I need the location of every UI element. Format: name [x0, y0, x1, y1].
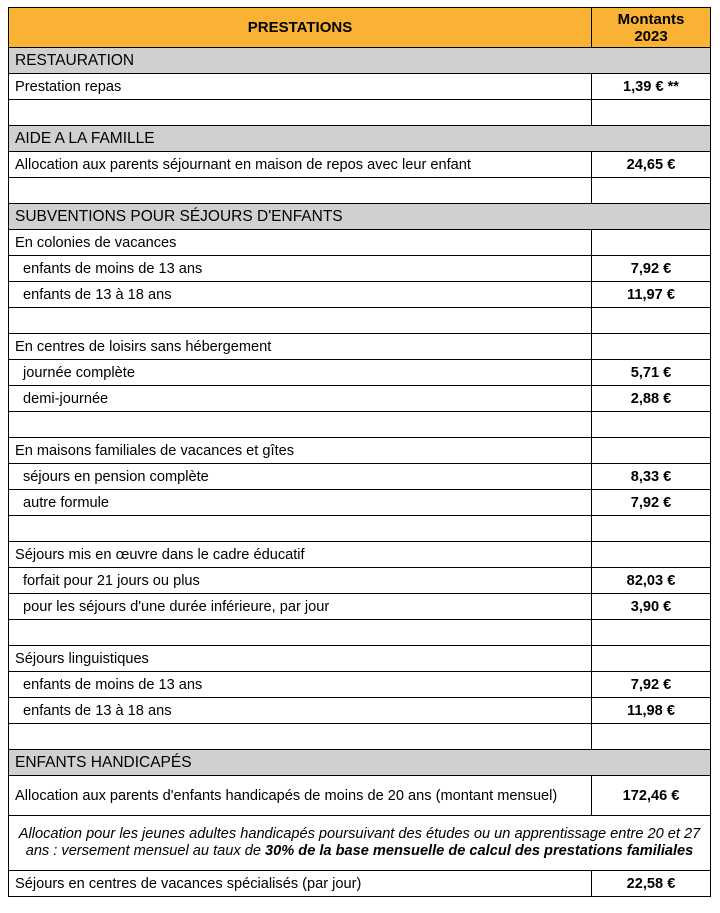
row-amount: 22,58 € — [592, 871, 711, 897]
section-title: AIDE A LA FAMILLE — [9, 126, 711, 152]
row-label: Allocation aux parents séjournant en maison de repos avec leur enfant — [9, 152, 592, 178]
table-row — [9, 464, 711, 490]
row-label: séjours en pension complète — [9, 464, 592, 490]
row-label: Prestation repas — [9, 74, 592, 100]
blank-row — [9, 724, 711, 750]
table-row — [9, 776, 711, 816]
note-text — [9, 816, 711, 871]
group-label: En colonies de vacances — [9, 230, 592, 256]
blank-row — [9, 178, 711, 204]
section-row-handicapes — [9, 750, 711, 776]
table-row — [9, 438, 711, 464]
section-row-restauration — [9, 48, 711, 74]
row-label: enfants de moins de 13 ans — [9, 672, 592, 698]
table-row — [9, 74, 711, 100]
section-row-famille — [9, 126, 711, 152]
table-row — [9, 386, 711, 412]
row-amount: 8,33 € — [592, 464, 711, 490]
table-row — [9, 490, 711, 516]
note-row — [9, 816, 711, 871]
blank-row — [9, 620, 711, 646]
row-amount: 24,65 € — [592, 152, 711, 178]
section-title: SUBVENTIONS POUR SÉJOURS D'ENFANTS — [9, 204, 711, 230]
table-row — [9, 334, 711, 360]
table-row — [9, 871, 711, 897]
group-label: En centres de loisirs sans hébergement — [9, 334, 592, 360]
table-row — [9, 256, 711, 282]
row-label: enfants de moins de 13 ans — [9, 256, 592, 282]
blank-row — [9, 412, 711, 438]
blank-row — [9, 100, 711, 126]
row-amount: 5,71 € — [592, 360, 711, 386]
row-label: journée complète — [9, 360, 592, 386]
row-label: pour les séjours d'une durée inférieure, par jour — [9, 594, 592, 620]
table-row — [9, 594, 711, 620]
row-label: autre formule — [9, 490, 592, 516]
note-text-bold: 30% de la base mensuelle de calcul des prestations familiales — [265, 843, 694, 859]
note-text-regular: Allocation pour les jeunes adultes handicapés poursuivant des études ou un apprentissage entre 20 et 27 ans : versement mensuel au taux de — [18, 826, 701, 859]
header-prestations: PRESTATIONS — [9, 8, 592, 48]
table-row — [9, 152, 711, 178]
prestations-table — [8, 7, 711, 897]
blank-row — [9, 308, 711, 334]
row-label: enfants de 13 à 18 ans — [9, 282, 592, 308]
group-label: Séjours linguistiques — [9, 646, 592, 672]
table-row — [9, 698, 711, 724]
blank-row — [9, 516, 711, 542]
row-amount: 82,03 € — [592, 568, 711, 594]
table-row — [9, 568, 711, 594]
section-title: ENFANTS HANDICAPÉS — [9, 750, 711, 776]
row-label: enfants de 13 à 18 ans — [9, 698, 592, 724]
table-row — [9, 542, 711, 568]
row-amount: 172,46 € — [592, 776, 711, 816]
row-amount: 3,90 € — [592, 594, 711, 620]
table-row — [9, 230, 711, 256]
section-title: RESTAURATION — [9, 48, 711, 74]
row-amount: 7,92 € — [592, 490, 711, 516]
group-label: Séjours mis en œuvre dans le cadre éducatif — [9, 542, 592, 568]
row-label: demi-journée — [9, 386, 592, 412]
header-montants: Montants 2023 — [592, 8, 711, 48]
row-amount: 7,92 € — [592, 672, 711, 698]
table-row — [9, 646, 711, 672]
row-amount: 7,92 € — [592, 256, 711, 282]
section-row-sejours — [9, 204, 711, 230]
row-label: forfait pour 21 jours ou plus — [9, 568, 592, 594]
table-row — [9, 282, 711, 308]
row-amount: 2,88 € — [592, 386, 711, 412]
row-amount: 1,39 € ** — [592, 74, 711, 100]
row-label: Séjours en centres de vacances spécialisés (par jour) — [9, 871, 592, 897]
row-amount: 11,98 € — [592, 698, 711, 724]
table-row — [9, 672, 711, 698]
table-header-row — [9, 8, 711, 48]
group-label: En maisons familiales de vacances et gîtes — [9, 438, 592, 464]
row-label: Allocation aux parents d'enfants handicapés de moins de 20 ans (montant mensuel) — [9, 776, 592, 816]
table-row — [9, 360, 711, 386]
row-amount: 11,97 € — [592, 282, 711, 308]
